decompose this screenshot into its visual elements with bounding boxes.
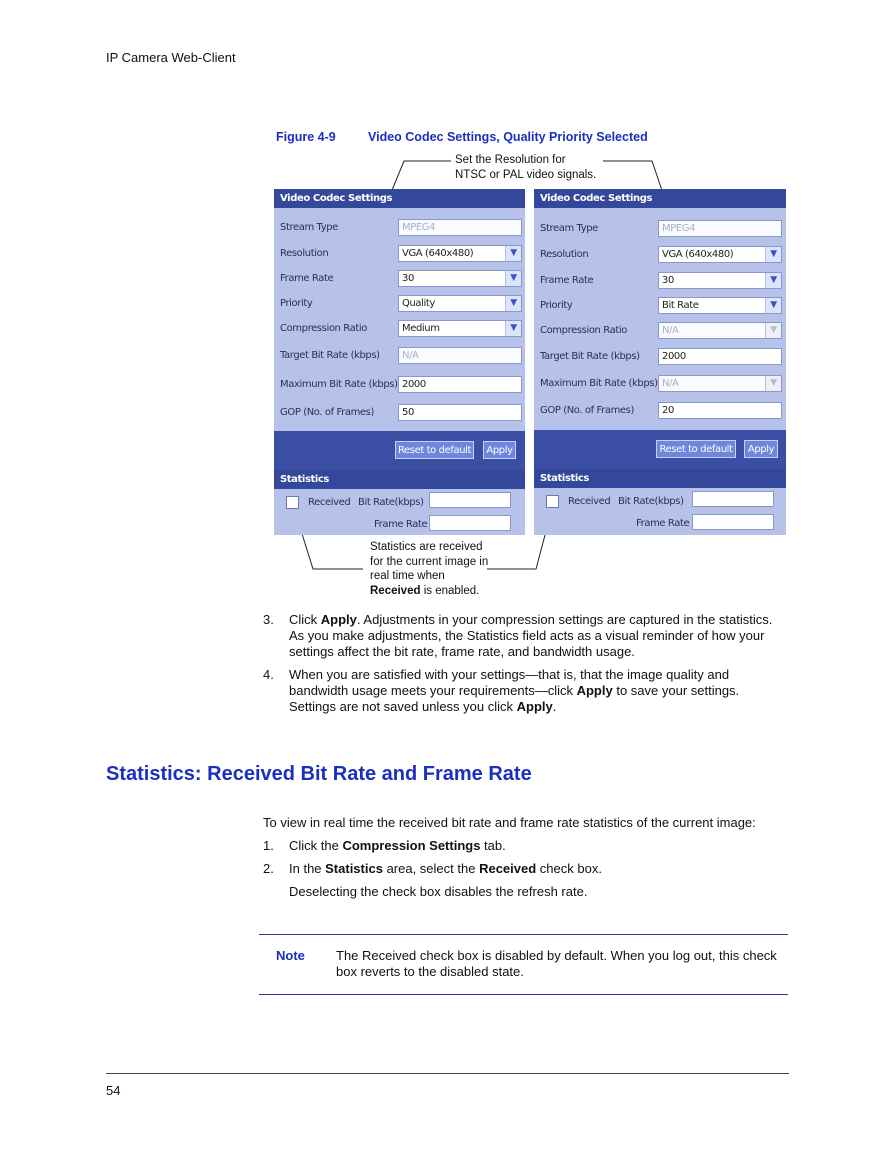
gop-label: GOP (No. of Frames) [280,407,374,418]
max-bit-rate-row [280,376,520,396]
chevron-down-icon: ▼ [765,376,781,391]
gop-label: GOP (No. of Frames) [540,405,634,416]
stream-type-field: MPEG4 [398,219,522,236]
bit-rate-stat-label: Bit Rate(kbps) [358,497,424,508]
panel-title-bar: Video Codec Settings [274,189,525,208]
callout-received-line4: Received is enabled. [370,584,480,597]
resolution-row [280,245,520,265]
stream-type-label: Stream Type [540,223,598,234]
priority-row [540,297,780,317]
chevron-down-icon[interactable]: ▼ [765,273,781,288]
step-2-text: In the Statistics area, select the Received check box. [289,861,602,876]
frame-rate-row [280,270,520,290]
step-1-number: 1. [263,838,274,853]
video-codec-panel-bit-rate [534,189,786,535]
compression-ratio-row [540,322,780,342]
compression-ratio-select: N/A ▼ [658,322,782,339]
max-bit-rate-input[interactable]: 2000 [398,376,522,393]
frame-rate-stat-field [429,515,511,531]
target-bit-rate-field: N/A [398,347,522,364]
frame-rate-label: Frame Rate [280,273,334,284]
callout-received-line3: real time when [370,570,445,582]
frame-rate-select[interactable]: 30 ▼ [658,272,782,289]
chevron-down-icon[interactable]: ▼ [765,298,781,313]
chevron-down-icon[interactable]: ▼ [505,271,521,286]
frame-rate-stat-label: Frame Rate [374,519,428,530]
gop-row [280,404,520,424]
stream-type-field: MPEG4 [658,220,782,237]
resolution-select[interactable]: VGA (640x480) ▼ [658,246,782,263]
step-3-number: 3. [263,612,274,627]
gop-input[interactable]: 50 [398,404,522,421]
compression-ratio-select[interactable]: Medium ▼ [398,320,522,337]
priority-label: Priority [280,298,313,309]
stream-type-row [280,219,520,239]
resolution-row [540,246,780,266]
statistics-title-bar: Statistics [534,469,786,488]
target-bit-rate-input[interactable]: 2000 [658,348,782,365]
note-bottom-rule [259,994,788,995]
gop-row [540,402,780,422]
target-bit-rate-label: Target Bit Rate (kbps) [540,351,640,362]
step-2-number: 2. [263,861,274,876]
callout-received-line1: Statistics are received [370,541,483,553]
chevron-down-icon: ▼ [765,323,781,338]
reset-to-default-button[interactable]: Reset to default [656,440,736,458]
received-checkbox[interactable] [286,496,299,509]
note-label: Note [276,948,305,963]
priority-select[interactable]: Bit Rate ▼ [658,297,782,314]
compression-ratio-row [280,320,520,340]
bit-rate-stat-field [692,491,774,507]
apply-button[interactable]: Apply [744,440,778,458]
received-label: Received [308,497,351,508]
callout-received [370,540,488,598]
resolution-select[interactable]: VGA (640x480) ▼ [398,245,522,262]
figure-number: Figure 4-9 [276,130,336,144]
chevron-down-icon[interactable]: ▼ [505,246,521,261]
frame-rate-row [540,272,780,292]
frame-rate-select[interactable]: 30 ▼ [398,270,522,287]
max-bit-rate-label: Maximum Bit Rate (kbps) [280,379,398,390]
max-bit-rate-select: N/A ▼ [658,375,782,392]
callout-resolution-line1: Set the Resolution for [455,154,566,166]
received-checkbox[interactable] [546,495,559,508]
video-codec-panel-quality [274,189,525,535]
footer-rule [106,1073,789,1074]
note-text: The Received check box is disabled by default. When you log out, this check box reverts to the disabled state. [336,948,777,979]
frame-rate-stat-field [692,514,774,530]
stream-type-label: Stream Type [280,222,338,233]
priority-row [280,295,520,315]
bit-rate-stat-label: Bit Rate(kbps) [618,496,684,507]
section-intro: To view in real time the received bit rate and frame rate statistics of the current image: [263,815,756,830]
resolution-label: Resolution [540,249,589,260]
callout-received-line2: for the current image in [370,555,489,568]
max-bit-rate-label: Maximum Bit Rate (kbps) [540,378,658,389]
page-number: 54 [106,1083,121,1098]
target-bit-rate-row [280,347,520,367]
step-2-subtext: Deselecting the check box disables the refresh rate. [289,884,588,899]
priority-select[interactable]: Quality ▼ [398,295,522,312]
chevron-down-icon[interactable]: ▼ [505,321,521,336]
section-heading: Statistics: Received Bit Rate and Frame Rate [106,763,532,785]
compression-ratio-label: Compression Ratio [280,323,367,334]
gop-input[interactable]: 20 [658,402,782,419]
note-top-rule [259,934,788,935]
frame-rate-stat-label: Frame Rate [636,518,690,529]
step-4-text: When you are satisfied with your settings—that is, that the image quality and bandwidth usage meets your requirements—click Apply to save your settings. Settings are not saved unless you click Apply. [289,667,740,714]
running-header: IP Camera Web-Client [106,50,236,65]
target-bit-rate-label: Target Bit Rate (kbps) [280,350,380,361]
stream-type-row [540,220,780,240]
step-3-text: Click Apply. Adjustments in your compression settings are captured in the statistics. As you make adjustments, the Statistics field acts as a visual reminder of how your settings affect the bit rate, frame rate, and bandwidth usage. [289,612,773,659]
callout-resolution-line2: NTSC or PAL video signals. [455,168,597,181]
chevron-down-icon[interactable]: ▼ [505,296,521,311]
frame-rate-label: Frame Rate [540,275,594,286]
priority-label: Priority [540,300,573,311]
resolution-label: Resolution [280,248,329,259]
chevron-down-icon[interactable]: ▼ [765,247,781,262]
step-4-number: 4. [263,667,274,682]
panel-title-bar: Video Codec Settings [534,189,786,208]
bit-rate-stat-field [429,492,511,508]
figure-title: Video Codec Settings, Quality Priority Selected [368,130,648,144]
apply-button[interactable]: Apply [483,441,516,459]
statistics-title-bar: Statistics [274,470,525,489]
target-bit-rate-row [540,348,780,368]
compression-ratio-label: Compression Ratio [540,325,627,336]
step-1-text: Click the Compression Settings tab. [289,838,506,853]
reset-to-default-button[interactable]: Reset to default [395,441,474,459]
received-label: Received [568,496,611,507]
max-bit-rate-row [540,375,780,395]
